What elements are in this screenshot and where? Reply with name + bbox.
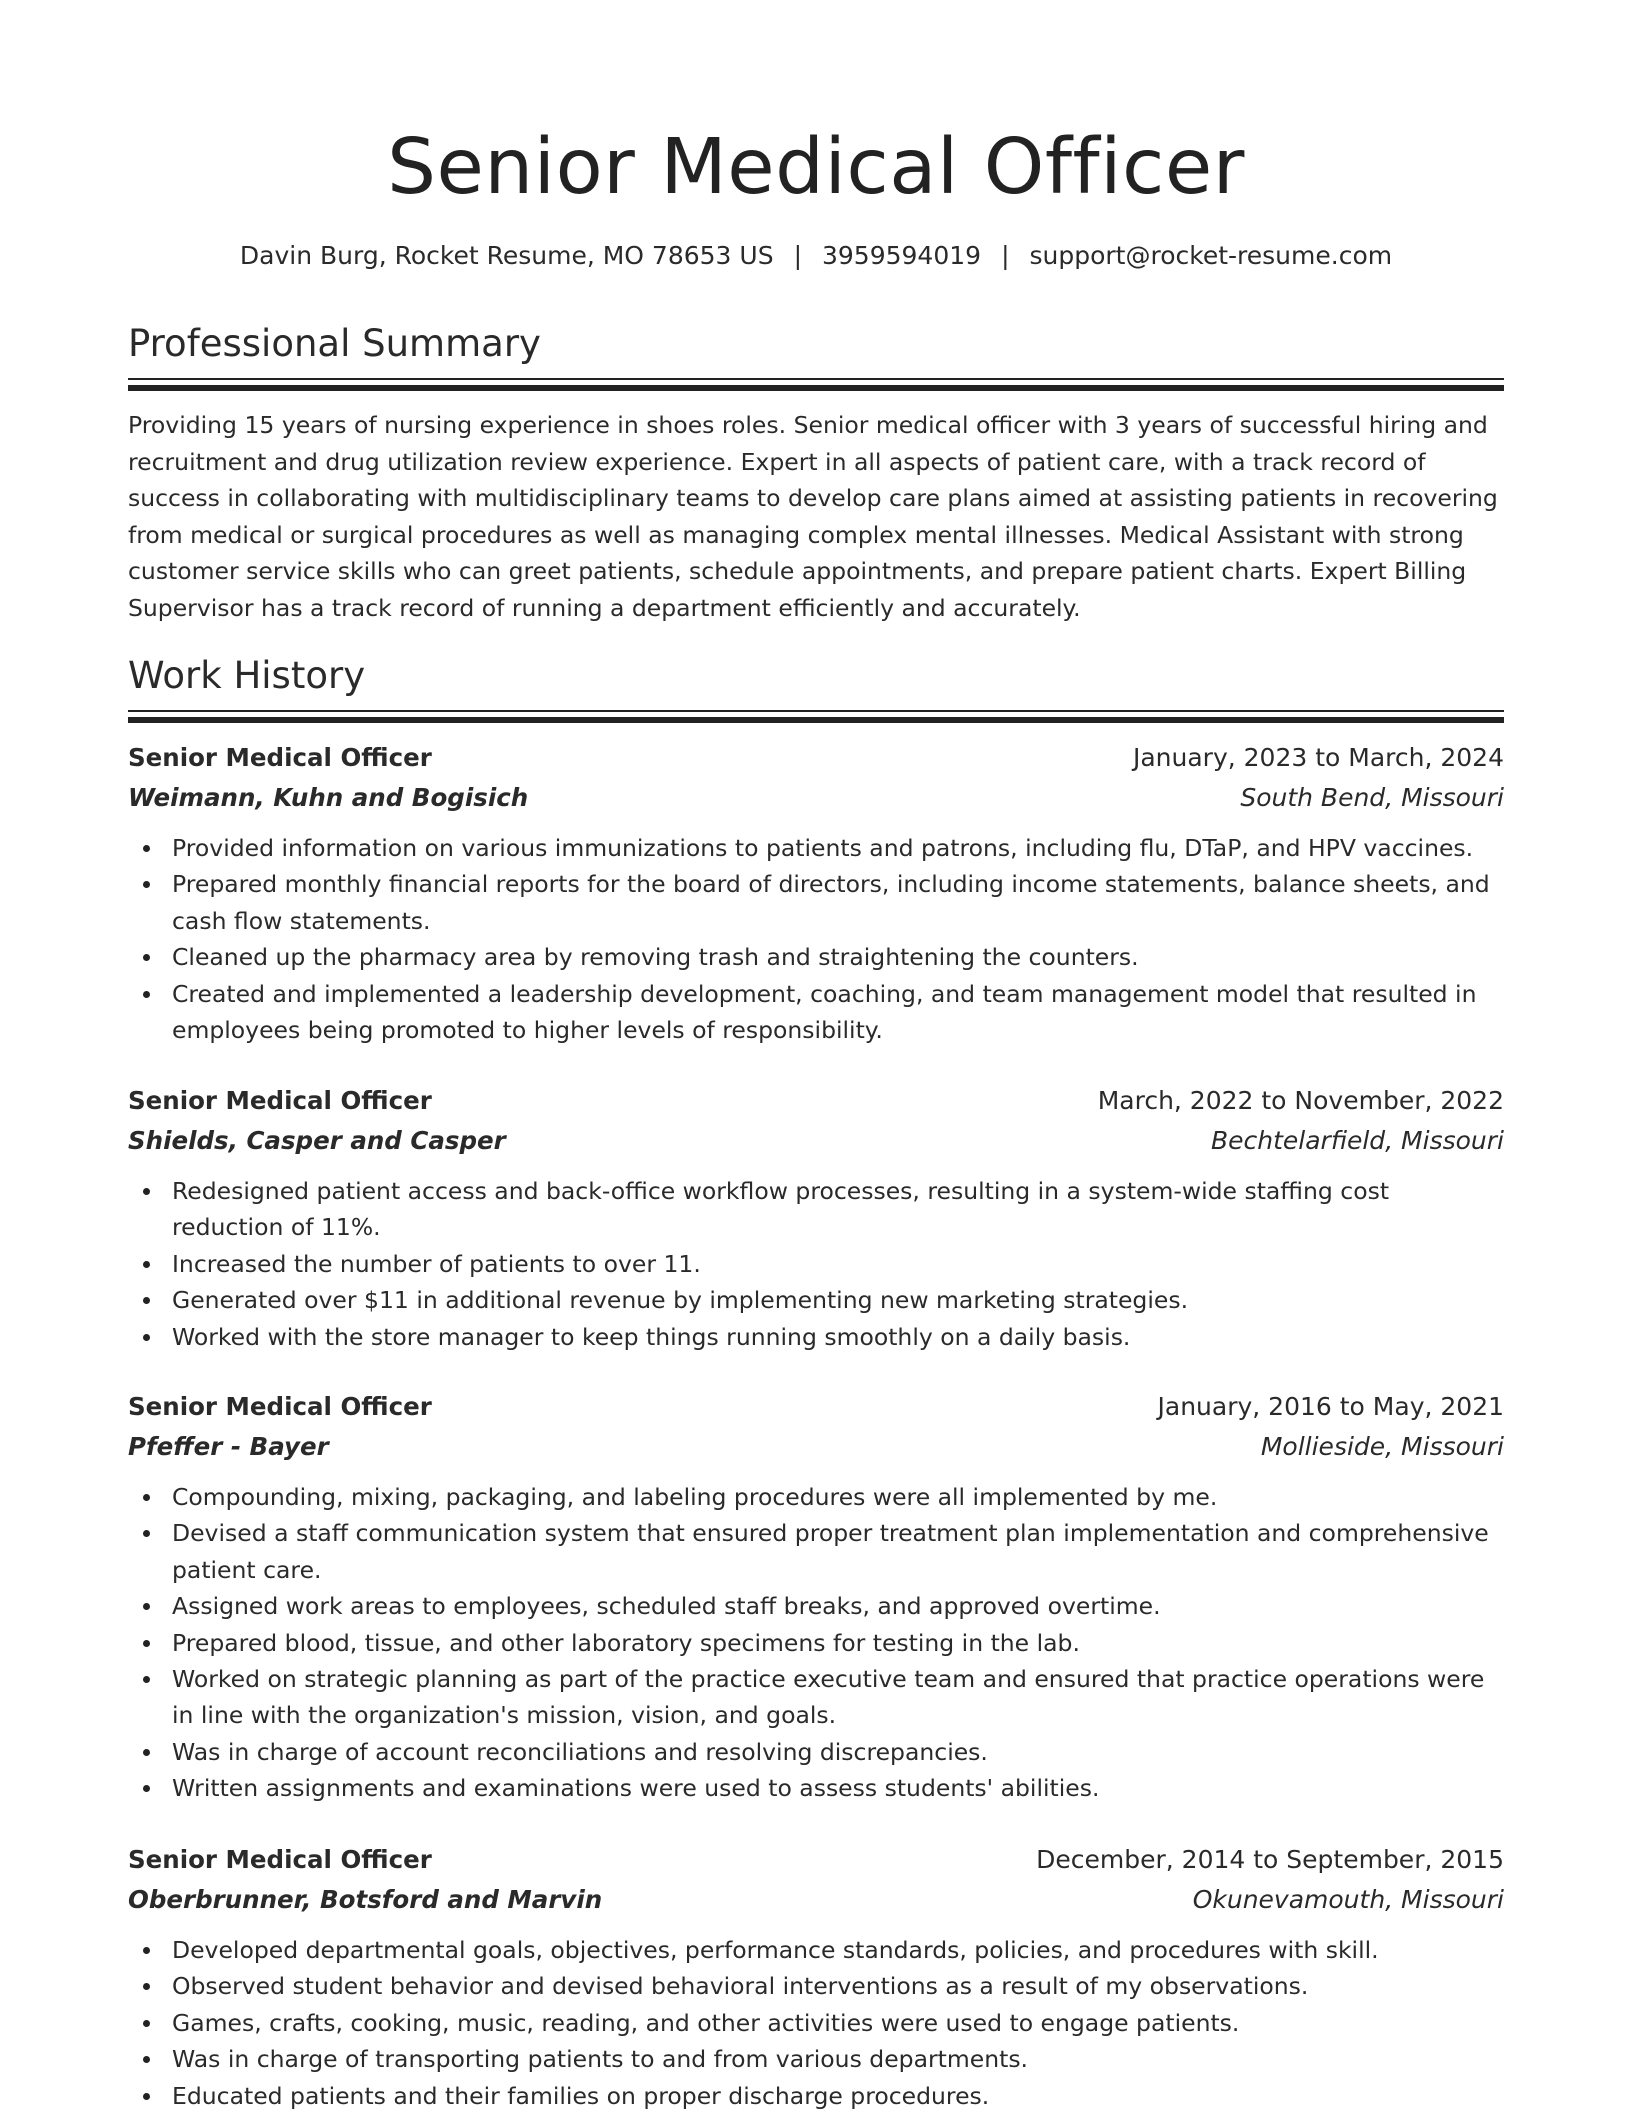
job-bullets (128, 1932, 1504, 2114)
job-title: Senior Medical Officer (128, 1086, 432, 1115)
contact-address: Davin Burg, Rocket Resume, MO 78653 US (239, 241, 774, 270)
job-location: Mollieside, Missouri (1260, 1432, 1504, 1461)
job-bullet: Prepared blood, tissue, and other laboratory specimens for testing in the lab. (128, 1625, 1504, 1661)
job-bullets (128, 1479, 1504, 1807)
job-location: South Bend, Missouri (1240, 783, 1504, 812)
job-company: Shields, Casper and Casper (128, 1126, 506, 1155)
job-title-row (128, 1840, 1504, 1880)
job-entry (128, 738, 1504, 1048)
job-bullet: Devised a staff communication system that ensured proper treatment plan implementation and comprehensive patient care. (128, 1515, 1504, 1588)
contact-email[interactable]: support@rocket-resume.com (1029, 241, 1393, 270)
summary-heading: Professional Summary (128, 322, 541, 365)
job-dates: March, 2022 to November, 2022 (1097, 1086, 1504, 1115)
job-company: Oberbrunner, Botsford and Marvin (128, 1885, 603, 1914)
job-bullet: Provided information on various immunizations to patients and patrons, including flu, DTaP, and HPV vaccines. (128, 830, 1504, 866)
job-bullet: Was in charge of transporting patients to and from various departments. (128, 2041, 1504, 2077)
job-bullet: Was in charge of account reconciliations and resolving discrepancies. (128, 1734, 1504, 1770)
job-dates: January, 2016 to May, 2021 (1157, 1392, 1504, 1421)
job-entry (128, 1840, 1504, 2114)
contact-separator: | (793, 241, 802, 270)
summary-text: Providing 15 years of nursing experience in shoes roles. Senior medical officer with 3 years of successful hiring and recruitment and drug utilization review experience. Expert in all aspects of patient care, with a track record of success in collaborating with multidisciplinary teams to develop care plans aimed at assisting patients in recovering from medical or surgical procedures as well as managing complex mental illnesses. Medical Assistant with strong customer service skills who can greet patients, schedule appointments, and prepare patient charts. Expert Billing Supervisor has a track record of running a department efficiently and accurately. (128, 411, 1498, 622)
contact-phone: 3959594019 (822, 241, 982, 270)
job-bullet: Prepared monthly financial reports for the board of directors, including income statements, balance sheets, and cash flow statements. (128, 866, 1504, 939)
job-dates: December, 2014 to September, 2015 (1036, 1845, 1504, 1874)
job-title: Senior Medical Officer (128, 1845, 432, 1874)
job-bullet: Increased the number of patients to over 11. (128, 1246, 1504, 1282)
contact-line (128, 239, 1504, 273)
job-company-row (128, 1427, 1504, 1467)
job-dates: January, 2023 to March, 2024 (1132, 743, 1504, 772)
job-company-row (128, 1880, 1504, 1920)
work-history-divider (128, 710, 1504, 721)
job-company-row (128, 1121, 1504, 1161)
job-bullet: Worked on strategic planning as part of the practice executive team and ensured that practice operations were in line with the organization's mission, vision, and goals. (128, 1661, 1504, 1734)
job-bullet: Educated patients and their families on proper discharge procedures. (128, 2078, 1504, 2114)
job-bullet: Cleaned up the pharmacy area by removing trash and straightening the counters. (128, 939, 1504, 975)
job-bullet: Developed departmental goals, objectives, performance standards, policies, and procedures with skill. (128, 1932, 1504, 1968)
summary-divider (128, 378, 1504, 389)
job-location: Okunevamouth, Missouri (1192, 1885, 1504, 1914)
job-bullet: Observed student behavior and devised behavioral interventions as a result of my observations. (128, 1968, 1504, 2004)
job-location: Bechtelarfield, Missouri (1210, 1126, 1504, 1155)
job-entry (128, 1387, 1504, 1807)
job-title-row (128, 1081, 1504, 1121)
job-company: Weimann, Kuhn and Bogisich (128, 783, 529, 812)
contact-separator: | (1001, 241, 1010, 270)
job-entry (128, 1081, 1504, 1355)
job-bullet: Games, crafts, cooking, music, reading, and other activities were used to engage patients. (128, 2005, 1504, 2041)
job-company-row (128, 778, 1504, 818)
job-title: Senior Medical Officer (128, 743, 432, 772)
job-bullet: Redesigned patient access and back-office workflow processes, resulting in a system-wide staffing cost reduction of 11%. (128, 1173, 1504, 1246)
job-bullet: Written assignments and examinations were used to assess students' abilities. (128, 1770, 1504, 1806)
job-bullet: Assigned work areas to employees, scheduled staff breaks, and approved overtime. (128, 1588, 1504, 1624)
job-title-row (128, 1387, 1504, 1427)
job-bullet: Worked with the store manager to keep things running smoothly on a daily basis. (128, 1319, 1504, 1355)
job-title-row (128, 738, 1504, 778)
job-company: Pfeffer - Bayer (128, 1432, 329, 1461)
job-bullet: Generated over $11 in additional revenue by implementing new marketing strategies. (128, 1282, 1504, 1318)
job-title: Senior Medical Officer (128, 1392, 432, 1421)
resume-title: Senior Medical Officer (387, 123, 1245, 212)
job-bullet: Created and implemented a leadership development, coaching, and team management model that resulted in employees being promoted to higher levels of responsibility. (128, 976, 1504, 1049)
job-bullets (128, 830, 1504, 1048)
job-bullet: Compounding, mixing, packaging, and labeling procedures were all implemented by me. (128, 1479, 1504, 1515)
job-bullets (128, 1173, 1504, 1355)
work-history-heading: Work History (128, 654, 366, 697)
